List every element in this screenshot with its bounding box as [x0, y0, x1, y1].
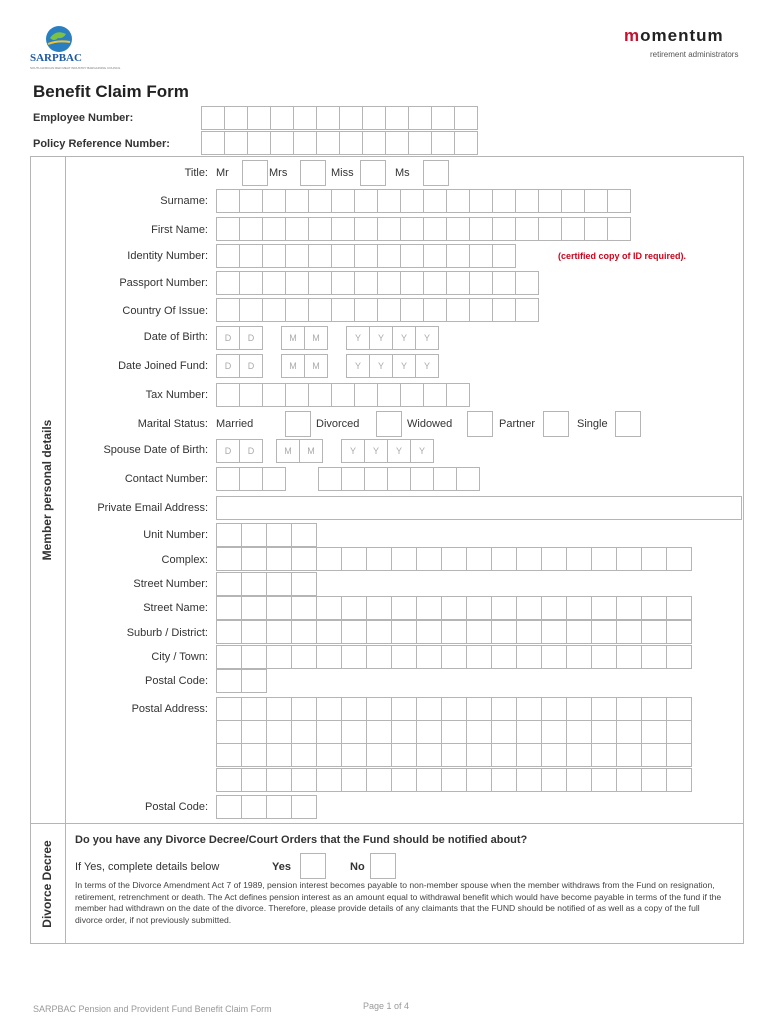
city-label: City / Town: — [151, 651, 208, 663]
country-of-issue-label: Country Of Issue: — [122, 305, 208, 317]
divorce-yes-label: Yes — [272, 861, 291, 873]
unit-number-label: Unit Number: — [143, 529, 208, 541]
joined-day-input[interactable]: D D — [216, 354, 263, 378]
country-of-issue-input[interactable] — [216, 298, 539, 322]
spouse-dob-year-input[interactable]: Y Y Y Y — [341, 439, 434, 463]
divorce-section-divider — [65, 823, 66, 944]
street-number-label: Street Number: — [133, 578, 208, 590]
policy-reference-label: Policy Reference Number: — [33, 138, 170, 150]
street-name-input[interactable] — [216, 596, 692, 620]
date-of-birth-label: Date of Birth: — [143, 331, 208, 343]
contact-number-label: Contact Number: — [124, 473, 208, 485]
date-joined-label: Date Joined Fund: — [118, 360, 208, 372]
street-name-label: Street Name: — [143, 602, 208, 614]
city-input[interactable] — [216, 645, 692, 669]
first-name-label: First Name: — [151, 224, 208, 236]
divorced-checkbox[interactable] — [376, 411, 402, 437]
suburb-label: Suburb / District: — [126, 627, 208, 639]
suburb-input[interactable] — [216, 620, 692, 644]
momentum-logo: momentum — [624, 26, 724, 45]
marital-married: Married — [216, 418, 254, 430]
complex-label: Complex: — [161, 554, 208, 566]
policy-reference-input[interactable] — [201, 131, 478, 155]
passport-number-label: Passport Number: — [119, 277, 208, 289]
footer-page-number: Page 1 of 4 — [363, 1001, 410, 1011]
dob-year-input[interactable]: Y Y Y Y — [346, 326, 439, 350]
divorce-yes-checkbox[interactable] — [300, 853, 326, 879]
marital-partner: Partner — [499, 418, 536, 430]
surname-label: Surname: — [160, 195, 208, 207]
widowed-checkbox[interactable] — [467, 411, 493, 437]
divorce-paragraph: In terms of the Divorce Amendment Act 7 of 1989, pension interest becomes payable to non-member spouse when the member withdraws from the Fund on resignation, retirement, retrenchment or death. The Act defines pension interest as an amount equal to withdrawal benefit which would have become payable in terms of the fund if the member had withdrawn on the date of the divorce. Therefore, please provide details of any claimants that the FUND should be notified of as well as a copy of the full divorce order, if not previously submitted. — [75, 880, 722, 925]
joined-year-input[interactable]: Y Y Y Y — [346, 354, 439, 378]
married-checkbox[interactable] — [285, 411, 311, 437]
footer-form-name: SARPBAC Pension and Provident Fund Benefit Claim Form — [33, 1004, 272, 1014]
divorce-if-yes: If Yes, complete details below — [75, 861, 220, 873]
marital-divorced: Divorced — [316, 418, 360, 430]
id-note: (certified copy of ID required). — [558, 251, 687, 261]
surname-input[interactable] — [216, 189, 631, 213]
title-mr: Mr — [216, 167, 229, 179]
dob-month-input[interactable]: M M — [281, 326, 328, 350]
marital-widowed: Widowed — [407, 418, 453, 430]
personal-section-label: Member personal details — [40, 419, 54, 561]
marital-status-label: Marital Status: — [137, 418, 208, 430]
contact-number-input[interactable] — [318, 467, 480, 491]
postal-code-label: Postal Code: — [145, 675, 208, 687]
logo-subtext: SOUTH AFRICAN RED MEAT INDUSTRY BARGAINING COUNCIL — [30, 66, 121, 70]
divorce-no-label: No — [350, 861, 365, 873]
divorce-section-label: Divorce Decree — [40, 840, 54, 928]
partner-checkbox[interactable] — [543, 411, 569, 437]
first-name-input[interactable] — [216, 217, 631, 241]
postal-address-label: Postal Address: — [131, 703, 208, 715]
logo-text: SARPBAC — [30, 52, 82, 64]
page-title: Benefit Claim Form — [33, 82, 189, 101]
email-input[interactable] — [216, 496, 742, 520]
complex-input[interactable] — [216, 547, 692, 571]
tax-number-input[interactable] — [216, 383, 470, 407]
email-label: Private Email Address: — [97, 502, 208, 514]
spouse-dob-month-input[interactable]: M M — [276, 439, 323, 463]
postal-code-2-input[interactable] — [216, 795, 317, 819]
passport-number-input[interactable] — [216, 271, 539, 295]
identity-number-input[interactable] — [216, 244, 516, 268]
dob-day-input[interactable]: D D — [216, 326, 263, 350]
title-ms-checkbox[interactable] — [423, 160, 449, 186]
single-checkbox[interactable] — [615, 411, 641, 437]
spouse-dob-day-input[interactable]: D D — [216, 439, 263, 463]
marital-single: Single — [577, 418, 608, 430]
unit-number-input[interactable] — [216, 523, 317, 547]
joined-month-input[interactable]: M M — [281, 354, 328, 378]
tax-number-label: Tax Number: — [145, 389, 208, 401]
divorce-question: Do you have any Divorce Decree/Court Orders that the Fund should be notified about? — [75, 834, 528, 846]
title-miss-checkbox[interactable] — [360, 160, 386, 186]
momentum-subtitle: retirement administrators — [650, 50, 739, 59]
street-number-input[interactable] — [216, 572, 317, 596]
employee-number-input[interactable] — [201, 106, 478, 130]
postal-code-2-label: Postal Code: — [145, 801, 208, 813]
postal-code-input[interactable] — [216, 669, 267, 693]
divorce-no-checkbox[interactable] — [370, 853, 396, 879]
title-miss: Miss — [331, 167, 354, 179]
title-mr-checkbox[interactable] — [242, 160, 268, 186]
identity-number-label: Identity Number: — [127, 250, 208, 262]
title-ms: Ms — [395, 167, 410, 179]
employee-number-label: Employee Number: — [33, 112, 134, 124]
title-label: Title: — [184, 167, 208, 179]
title-mrs-checkbox[interactable] — [300, 160, 326, 186]
contact-code-input[interactable] — [216, 467, 286, 491]
spouse-dob-label: Spouse Date of Birth: — [103, 444, 208, 456]
title-mrs: Mrs — [269, 167, 288, 179]
